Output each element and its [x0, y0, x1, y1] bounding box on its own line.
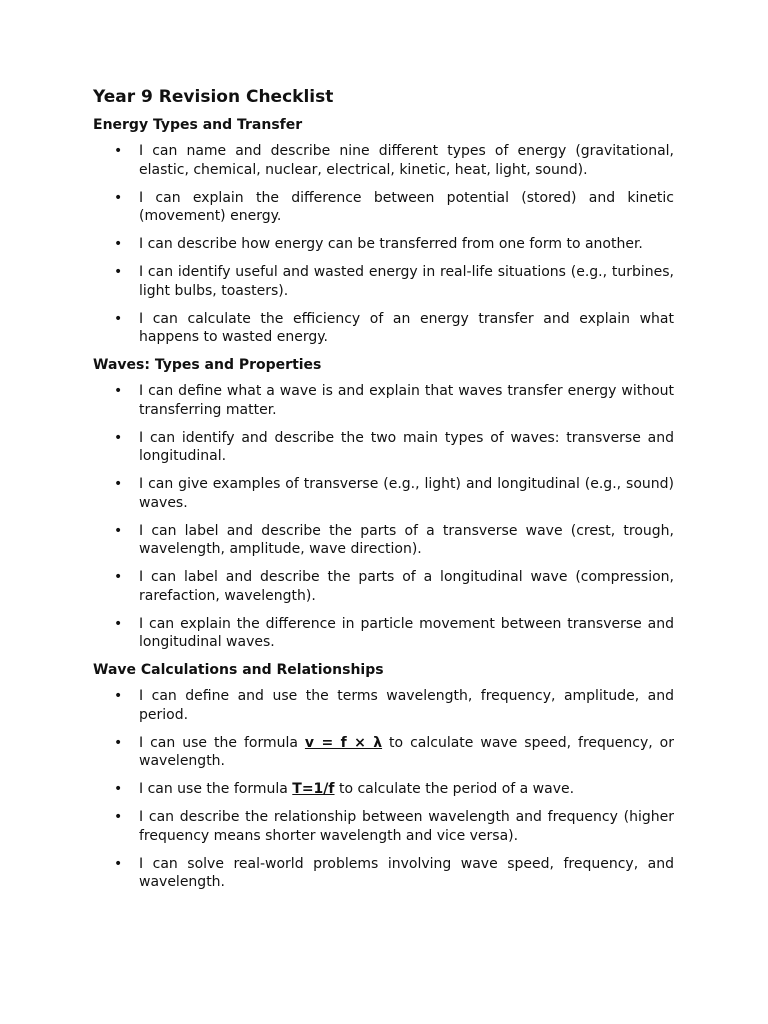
list-item-text: I can give examples of transverse (e.g., light) and longitudinal (e.g., sound) waves. [139, 476, 674, 511]
list-item-text-before: I can use the formula [139, 781, 293, 797]
list-item-text: I can describe the relationship between wavelength and frequency (higher frequency means shorter wavelength and vice versa). [139, 809, 674, 844]
list-item-text-after: to calculate wave speed, frequency, or wavelength. [139, 734, 674, 769]
bullet-icon: • [114, 143, 123, 159]
list-item [93, 855, 674, 892]
list-item [93, 235, 674, 254]
document-page [93, 86, 674, 901]
list-item [93, 808, 674, 845]
list-item [93, 263, 674, 300]
list-item [93, 615, 674, 652]
list-item-text: I can identify and describe the two main types of waves: transverse and longitudinal. [139, 429, 674, 464]
checklist-calculations [93, 687, 674, 892]
list-item-text-before: I can use the formula [139, 734, 305, 751]
list-item-text: I can define what a wave is and explain that waves transfer energy without transferring matter. [139, 383, 674, 418]
bullet-icon: • [114, 383, 123, 399]
list-item-text: I can describe how energy can be transferred from one form to another. [139, 236, 643, 252]
list-item [93, 142, 674, 179]
bullet-icon: • [114, 734, 123, 751]
formula-wave-speed: v = f × λ [304, 734, 383, 751]
list-item [93, 189, 674, 226]
list-item [93, 687, 674, 724]
bullet-icon: • [114, 615, 123, 632]
section-heading-energy: Energy Types and Transfer [93, 117, 303, 133]
list-item [93, 382, 674, 419]
list-item [93, 734, 674, 771]
bullet-icon: • [114, 569, 123, 585]
list-item [93, 429, 674, 466]
list-item-text-after: to calculate the period of a wave. [334, 781, 575, 797]
formula-period: T=1/f [292, 781, 335, 797]
bullet-icon: • [114, 522, 123, 539]
bullet-icon: • [114, 809, 123, 825]
bullet-icon: • [114, 781, 123, 797]
list-item-text: I can explain the difference between potential (stored) and kinetic (movement) energy. [139, 189, 674, 224]
list-item [93, 522, 674, 559]
bullet-icon: • [114, 688, 123, 704]
list-item-text: I can identify useful and wasted energy in real-life situations (e.g., turbines, light bulbs, toasters). [139, 264, 674, 299]
list-item-text: I can solve real-world problems involving wave speed, frequency, and wavelength. [139, 855, 674, 890]
list-item [93, 568, 674, 605]
checklist-energy [93, 142, 674, 347]
list-item [93, 475, 674, 512]
bullet-icon: • [114, 855, 123, 872]
list-item [93, 780, 674, 799]
list-item-text: I can label and describe the parts of a longitudinal wave (compression, rarefaction, wavelength). [139, 569, 674, 604]
list-item-text: I can define and use the terms wavelength, frequency, amplitude, and period. [139, 688, 674, 723]
bullet-icon: • [114, 429, 123, 446]
bullet-icon: • [114, 236, 123, 252]
list-item-text: I can name and describe nine different types of energy (gravitational, elastic, chemical, nuclear, electrical, kinetic, heat, light, sound). [139, 143, 674, 178]
section-heading-waves: Waves: Types and Properties [93, 357, 322, 373]
list-item-text: I can label and describe the parts of a transverse wave (crest, trough, wavelength, amplitude, wave direction). [139, 522, 674, 557]
list-item [93, 310, 674, 347]
list-item-text: I can explain the difference in particle movement between transverse and longitudinal waves. [139, 615, 674, 650]
section-heading-calculations: Wave Calculations and Relationships [93, 662, 384, 678]
checklist-waves [93, 382, 674, 652]
bullet-icon: • [114, 264, 123, 280]
bullet-icon: • [114, 189, 123, 206]
list-item-text: I can calculate the efficiency of an energy transfer and explain what happens to wasted energy. [139, 310, 674, 345]
bullet-icon: • [114, 310, 123, 327]
document-title: Year 9 Revision Checklist [93, 87, 334, 107]
bullet-icon: • [114, 476, 123, 492]
